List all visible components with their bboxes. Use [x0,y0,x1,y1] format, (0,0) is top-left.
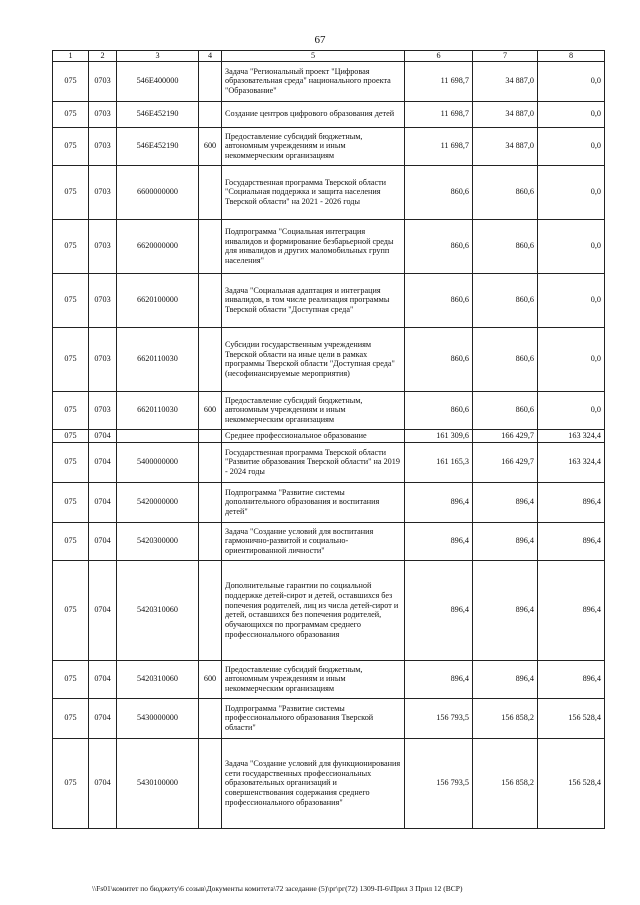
cell-target-article: 6620000000 [117,219,199,273]
cell-name: Создание центров цифрового образования детей [222,101,405,127]
cell-target-article: 546E400000 [117,61,199,101]
cell-amount-year3: 163 324,4 [538,442,605,482]
cell-name: Подпрограмма "Социальная интеграция инвалидов и формирование безбарьерной среды для инвалидов и других маломобильных групп населения" [222,219,405,273]
cell-amount-year2: 896,4 [473,660,538,698]
cell-name: Предоставление субсидий бюджетным, автономным учреждениям и иным некоммерческим организациям [222,127,405,165]
table-row [53,429,605,442]
cell-expense-type [199,560,222,660]
cell-amount-year2: 860,6 [473,219,538,273]
cell-admin-code: 075 [53,273,89,327]
table-header-row [53,51,605,62]
cell-target-article: 6620100000 [117,273,199,327]
page-number: 67 [314,34,326,46]
cell-section-code: 0703 [89,165,117,219]
cell-section-code: 0703 [89,101,117,127]
cell-amount-year3: 0,0 [538,327,605,391]
cell-target-article: 5430100000 [117,738,199,828]
column-header: 5 [222,51,405,62]
cell-admin-code: 075 [53,101,89,127]
cell-amount-year2: 34 887,0 [473,101,538,127]
cell-name: Подпрограмма "Развитие системы дополнительного образования и воспитания детей" [222,482,405,522]
column-header: 4 [199,51,222,62]
cell-admin-code: 075 [53,522,89,560]
cell-amount-year3: 156 528,4 [538,698,605,738]
cell-amount-year2: 34 887,0 [473,127,538,165]
cell-section-code: 0704 [89,429,117,442]
cell-section-code: 0703 [89,327,117,391]
cell-amount-year1: 860,6 [405,273,473,327]
cell-expense-type [199,522,222,560]
cell-target-article: 6620110030 [117,391,199,429]
cell-amount-year3: 156 528,4 [538,738,605,828]
cell-amount-year3: 0,0 [538,273,605,327]
cell-target-article: 546E452190 [117,127,199,165]
table-row [53,660,605,698]
cell-name: Государственная программа Тверской области "Развитие образования Тверской области" на 2019 - 2024 годы [222,442,405,482]
cell-expense-type [199,101,222,127]
cell-expense-type [199,327,222,391]
table-row [53,560,605,660]
cell-section-code: 0703 [89,61,117,101]
cell-target-article: 5400000000 [117,442,199,482]
cell-target-article: 5430000000 [117,698,199,738]
cell-amount-year1: 11 698,7 [405,127,473,165]
table-row [53,522,605,560]
cell-admin-code: 075 [53,482,89,522]
cell-amount-year1: 11 698,7 [405,101,473,127]
cell-section-code: 0703 [89,127,117,165]
cell-name: Подпрограмма "Развитие системы профессионального образования Тверской области" [222,698,405,738]
cell-target-article: 5420310060 [117,660,199,698]
cell-amount-year3: 0,0 [538,165,605,219]
cell-name: Предоставление субсидий бюджетным, автономным учреждениям и иным некоммерческим организациям [222,391,405,429]
cell-expense-type [199,482,222,522]
cell-target-article: 546E452190 [117,101,199,127]
column-header: 3 [117,51,199,62]
table-row [53,482,605,522]
cell-admin-code: 075 [53,327,89,391]
cell-amount-year3: 0,0 [538,101,605,127]
cell-expense-type: 600 [199,391,222,429]
cell-expense-type: 600 [199,127,222,165]
cell-name: Задача "Региональный проект "Цифровая образовательная среда" национального проекта "Образование" [222,61,405,101]
cell-target-article: 5420000000 [117,482,199,522]
cell-admin-code: 075 [53,660,89,698]
cell-section-code: 0704 [89,442,117,482]
cell-name: Субсидии государственным учреждениям Тверской области на иные цели в рамках программы Тверской области "Доступная среда" (несофинансируемые мероприятия) [222,327,405,391]
table-row [53,165,605,219]
cell-admin-code: 075 [53,429,89,442]
cell-section-code: 0703 [89,273,117,327]
table-row [53,273,605,327]
cell-amount-year2: 166 429,7 [473,429,538,442]
cell-admin-code: 075 [53,738,89,828]
cell-name: Задача "Социальная адаптация и интеграция инвалидов, в том числе реализация программы Тверской области "Доступная среда" [222,273,405,327]
cell-amount-year3: 896,4 [538,660,605,698]
table-row [53,219,605,273]
cell-amount-year2: 896,4 [473,522,538,560]
cell-amount-year2: 860,6 [473,327,538,391]
cell-amount-year3: 0,0 [538,391,605,429]
cell-section-code: 0704 [89,482,117,522]
cell-admin-code: 075 [53,442,89,482]
cell-name: Предоставление субсидий бюджетным, автономным учреждениям и иным некоммерческим организациям [222,660,405,698]
table-row [53,698,605,738]
table-row [53,391,605,429]
table-row [53,127,605,165]
cell-admin-code: 075 [53,219,89,273]
table-row [53,442,605,482]
cell-admin-code: 075 [53,165,89,219]
table-row [53,61,605,101]
cell-amount-year1: 860,6 [405,391,473,429]
cell-amount-year3: 896,4 [538,482,605,522]
table-row [53,327,605,391]
cell-section-code: 0703 [89,219,117,273]
cell-amount-year1: 161 309,6 [405,429,473,442]
cell-expense-type [199,698,222,738]
cell-name: Государственная программа Тверской области "Социальная поддержка и защита населения Тверской области" на 2021 - 2026 годы [222,165,405,219]
cell-amount-year1: 860,6 [405,219,473,273]
cell-admin-code: 075 [53,560,89,660]
cell-name: Среднее профессиональное образование [222,429,405,442]
cell-expense-type [199,61,222,101]
table-row [53,738,605,828]
cell-section-code: 0704 [89,660,117,698]
cell-section-code: 0704 [89,522,117,560]
cell-name: Задача "Создание условий для функционирования сети государственных профессиональных образовательных организаций и совершенствования содержания среднего профессионального образования" [222,738,405,828]
cell-amount-year2: 860,6 [473,165,538,219]
column-header: 7 [473,51,538,62]
cell-amount-year3: 163 324,4 [538,429,605,442]
column-header: 6 [405,51,473,62]
cell-expense-type [199,219,222,273]
cell-name: Дополнительные гарантии по социальной поддержке детей-сирот и детей, оставшихся без попечения родителей, лиц из числа детей-сирот и детей, оставшихся без попечения родителей, обучающихся по программам среднего профессионального образования [222,560,405,660]
cell-expense-type [199,738,222,828]
cell-admin-code: 075 [53,391,89,429]
cell-amount-year1: 156 793,5 [405,698,473,738]
cell-amount-year1: 860,6 [405,327,473,391]
column-header: 2 [89,51,117,62]
cell-expense-type [199,442,222,482]
cell-target-article: 5420300000 [117,522,199,560]
cell-target-article: 6620110030 [117,327,199,391]
cell-amount-year1: 156 793,5 [405,738,473,828]
cell-amount-year1: 896,4 [405,660,473,698]
cell-amount-year3: 896,4 [538,560,605,660]
cell-section-code: 0703 [89,391,117,429]
cell-target-article: 5420310060 [117,560,199,660]
cell-amount-year2: 896,4 [473,560,538,660]
cell-amount-year3: 0,0 [538,127,605,165]
cell-amount-year1: 161 165,3 [405,442,473,482]
column-header: 8 [538,51,605,62]
cell-amount-year2: 860,6 [473,391,538,429]
cell-expense-type [199,165,222,219]
cell-target-article [117,429,199,442]
cell-amount-year1: 896,4 [405,522,473,560]
footer-file-path: \\Fs01\комитет по бюджету\6 созыв\Документы комитета\72 заседание (5)\рг\рг(72) 1309-П-6\Прил 3 Прил 12 (ВСР) [92,884,463,893]
cell-amount-year3: 0,0 [538,219,605,273]
cell-expense-type: 600 [199,660,222,698]
cell-admin-code: 075 [53,127,89,165]
cell-amount-year2: 860,6 [473,273,538,327]
cell-name: Задача "Создание условий для воспитания гармонично-развитой и социально-ориентированной личности" [222,522,405,560]
cell-section-code: 0704 [89,738,117,828]
cell-amount-year2: 156 858,2 [473,698,538,738]
column-header: 1 [53,51,89,62]
budget-table [52,50,605,829]
cell-amount-year2: 166 429,7 [473,442,538,482]
cell-expense-type [199,429,222,442]
cell-amount-year2: 156 858,2 [473,738,538,828]
cell-amount-year1: 860,6 [405,165,473,219]
cell-amount-year2: 896,4 [473,482,538,522]
cell-section-code: 0704 [89,560,117,660]
cell-target-article: 6600000000 [117,165,199,219]
cell-amount-year3: 896,4 [538,522,605,560]
cell-amount-year1: 11 698,7 [405,61,473,101]
cell-amount-year1: 896,4 [405,560,473,660]
cell-section-code: 0704 [89,698,117,738]
cell-admin-code: 075 [53,698,89,738]
cell-admin-code: 075 [53,61,89,101]
cell-amount-year2: 34 887,0 [473,61,538,101]
cell-amount-year1: 896,4 [405,482,473,522]
cell-amount-year3: 0,0 [538,61,605,101]
table-row [53,101,605,127]
cell-expense-type [199,273,222,327]
